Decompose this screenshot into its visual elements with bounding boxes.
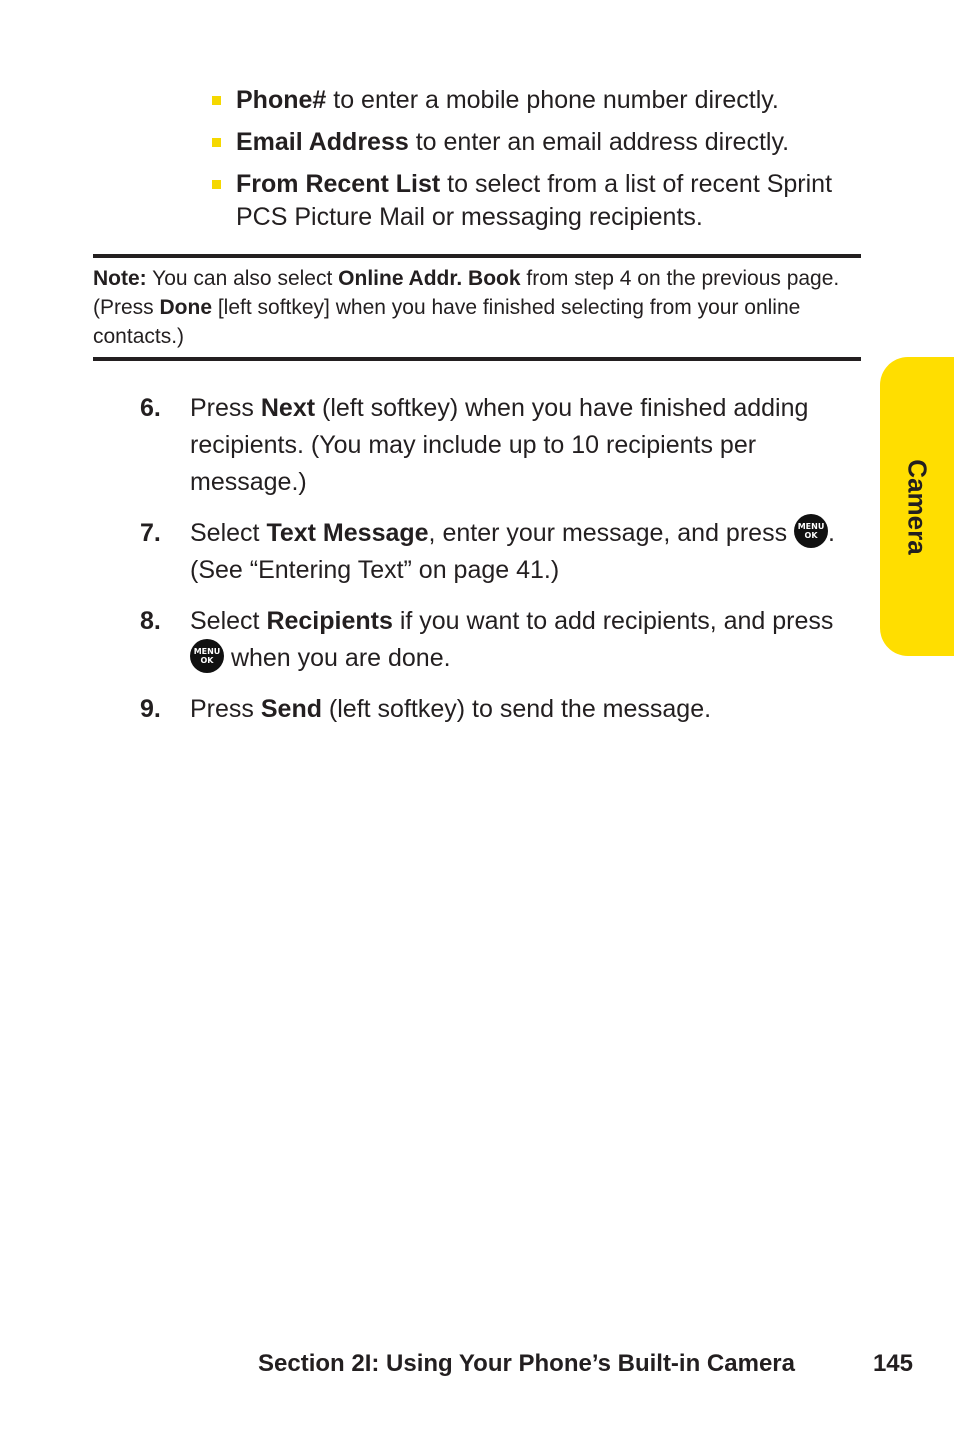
step-text: (left softkey) to send the message. bbox=[321, 695, 712, 723]
note-text: from step 4 on the previous page. (Press bbox=[93, 267, 840, 319]
step-text: if you want to add recipients, and press bbox=[392, 607, 834, 635]
key-label: MENU bbox=[193, 647, 221, 657]
option-desc: to enter an email address directly. bbox=[408, 128, 790, 156]
list-item bbox=[212, 168, 852, 234]
section-tab-label: Camera bbox=[902, 458, 933, 555]
key-label: MENU bbox=[797, 522, 825, 532]
note-text: You can also select bbox=[146, 267, 339, 290]
page-footer bbox=[258, 1350, 913, 1378]
option-desc: to enter a mobile phone number directly. bbox=[326, 86, 779, 114]
step-text: Select bbox=[190, 607, 267, 635]
note-text: [left softkey] when you have finished selecting from your online contacts.) bbox=[93, 296, 801, 348]
note-label: Note: bbox=[93, 267, 147, 290]
bullet-square-icon bbox=[212, 138, 221, 147]
step-text: Press bbox=[190, 394, 261, 422]
step-text: . (See “Entering Text” on page 41.) bbox=[190, 519, 835, 584]
list-item bbox=[212, 84, 852, 117]
note-box bbox=[93, 254, 861, 361]
option-name: Email Address bbox=[236, 128, 409, 156]
step-number: 7. bbox=[140, 519, 161, 547]
step-list bbox=[140, 390, 860, 742]
key-label: OK bbox=[200, 656, 214, 666]
step-number: 9. bbox=[140, 695, 161, 723]
option-desc: to select from a list of recent Sprint PCS Picture Mail or messaging recipients. bbox=[236, 170, 833, 231]
page-number: 145 bbox=[872, 1350, 913, 1377]
step-number: 8. bbox=[140, 607, 161, 635]
option-list bbox=[212, 84, 852, 243]
bullet-square-icon bbox=[212, 180, 221, 189]
step-number: 6. bbox=[140, 394, 161, 422]
key-label: OK bbox=[804, 531, 818, 541]
option-name: From Recent List bbox=[236, 170, 441, 198]
menu-ok-key-icon bbox=[794, 514, 828, 548]
bullet-square-icon bbox=[212, 96, 221, 105]
list-item bbox=[212, 126, 852, 159]
step-text: Select bbox=[190, 519, 267, 547]
step-bold: Next bbox=[260, 394, 316, 422]
footer-section-title: Section 2I: Using Your Phone’s Built-in Camera bbox=[258, 1350, 795, 1377]
menu-ok-key-icon bbox=[190, 639, 224, 673]
section-tab bbox=[880, 357, 954, 656]
step-8 bbox=[140, 603, 860, 677]
step-7 bbox=[140, 515, 860, 589]
step-text: when you are done. bbox=[224, 644, 451, 672]
option-name: Phone# bbox=[236, 86, 327, 114]
step-6 bbox=[140, 390, 860, 501]
step-bold: Text Message bbox=[266, 519, 429, 547]
note-bold: Done bbox=[159, 296, 213, 319]
step-bold: Send bbox=[260, 695, 322, 723]
step-text: (left softkey) when you have finished adding recipients. (You may include up to 10 recipients per message.) bbox=[190, 394, 809, 496]
step-9 bbox=[140, 691, 860, 728]
note-bold: Online Addr. Book bbox=[338, 267, 521, 290]
step-bold: Recipients bbox=[266, 607, 393, 635]
step-text: Press bbox=[190, 695, 261, 723]
step-text: , enter your message, and press bbox=[428, 519, 795, 547]
